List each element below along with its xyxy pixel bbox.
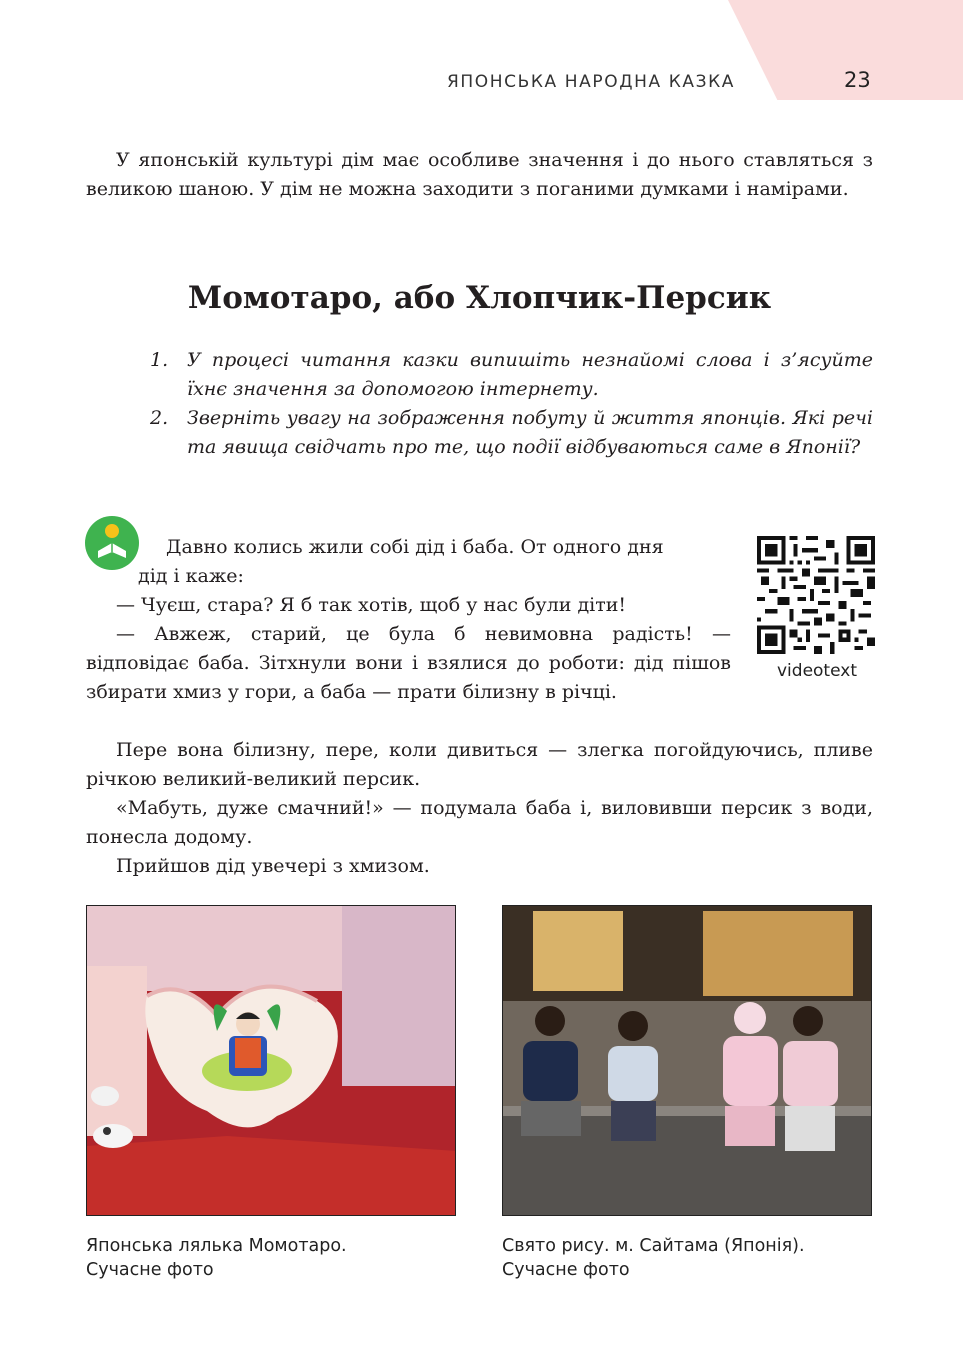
- story-paragraph: — Чуєш, стара? Я б так хотів, щоб у нас були діти!: [116, 594, 627, 616]
- qr-code-icon[interactable]: [757, 536, 875, 654]
- story-opening: [86, 533, 731, 707]
- story-paragraph: «Мабуть, дуже смачний!» — подумала баба і, виловивши персик з води, понесла додому.: [86, 797, 873, 848]
- caption-line: Сучасне фото: [502, 1260, 630, 1280]
- caption-line: Японська лялька Момотаро.: [86, 1236, 347, 1256]
- qr-code-label: videotext: [777, 661, 857, 681]
- caption-line: Свято рису. м. Сайтама (Японія).: [502, 1236, 805, 1256]
- task-item: [150, 404, 873, 462]
- task-number: 2.: [150, 407, 169, 429]
- task-list: [150, 346, 873, 462]
- task-item: [150, 346, 873, 404]
- momotaro-doll-photo: [86, 905, 456, 1216]
- caption-line: Сучасне фото: [86, 1260, 214, 1280]
- intro-paragraph: У японській культурі дім має особливе значення і до нього ставляться з великою шаною. У дім не можна заходити з поганими думками і намірами.: [86, 149, 873, 200]
- task-text: Зверніть увагу на зображення побуту й життя японців. Які речі та явища свідчать про те, що події відбуваються саме в Японії?: [187, 407, 873, 458]
- task-text: У процесі читання казки випишіть незнайомі слова і з’ясуйте їхнє значення за допомогою інтернету.: [187, 349, 873, 400]
- photo-caption-doll: [86, 1234, 456, 1282]
- rice-festival-photo: [502, 905, 872, 1216]
- task-number: 1.: [150, 349, 169, 371]
- story-continuation: [86, 736, 873, 881]
- story-paragraph: — Авжеж, старий, це була б невимовна радість! — відповідає баба. Зітхнули вони і взялися до роботи: дід пішов збирати хмиз у гори, а баба — прати білизну в річці.: [86, 623, 731, 703]
- photo-caption-festival: [502, 1234, 872, 1282]
- story-title: Момотаро, або Хлопчик-Персик: [187, 280, 772, 316]
- story-paragraph: Давно колись жили собі дід і баба. От одного дня: [166, 536, 664, 558]
- story-paragraph: дід і каже:: [138, 565, 244, 587]
- running-head: ЯПОНСЬКА НАРОДНА КАЗКА: [446, 72, 735, 92]
- story-paragraph: Пере вона білизну, пере, коли дивиться — злегка погойдуючись, пливе річкою великий-великий персик.: [86, 739, 873, 790]
- story-paragraph: Прийшов дід увечері з хмизом.: [116, 855, 430, 877]
- page-number: 23: [844, 68, 871, 92]
